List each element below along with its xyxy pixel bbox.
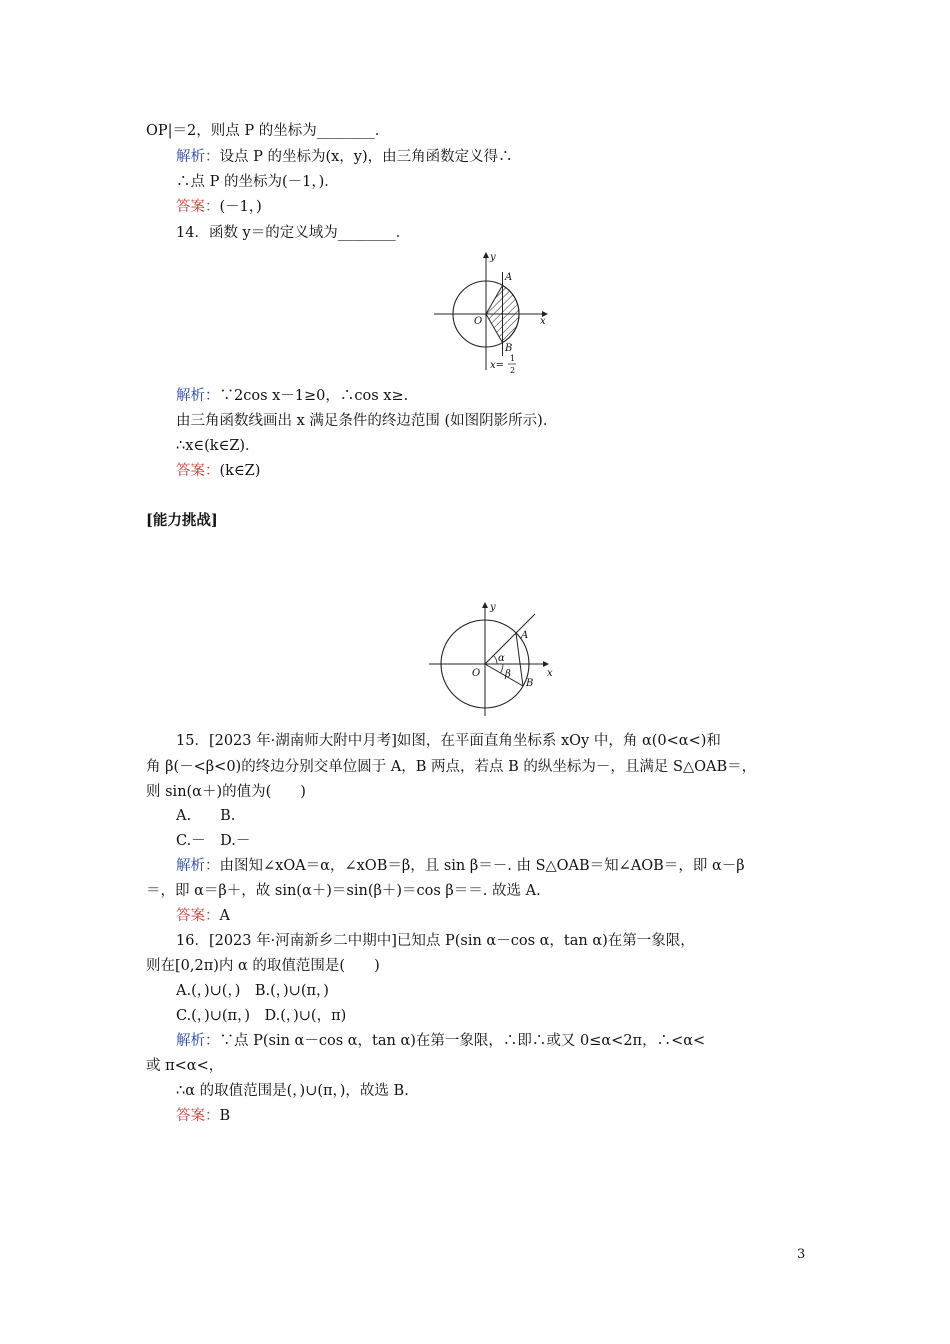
q15-options-2: C.－ D.－ (176, 833, 251, 849)
q15-analysis (176, 855, 745, 877)
q15-stem-1: 15．[2023 年·湖南师大附中月考]如图，在平面直角坐标系 xOy 中，角 α(0<α<)和 (176, 733, 721, 749)
q14-analysis-text-3: ∴x∈(k∈Z)． (176, 438, 260, 454)
q16-options-1: A.(，)∪(，) B.(，)∪(π，) (176, 983, 329, 999)
q13-answer-value: (－1，) (219, 199, 262, 215)
fig2-label-alpha: α (498, 653, 505, 664)
y-axis-arrow-icon (483, 252, 489, 258)
analysis-label: 解析： (176, 149, 220, 165)
section-title: [能力挑战] (146, 512, 218, 529)
q13-analysis-text-1: 设点 P 的坐标为(x，y)，由三角函数定义得∴ (219, 149, 513, 165)
fig1-label-y: y (490, 252, 496, 263)
q16-stem-1: 16．[2023 年·河南新乡二中期中]已知点 P(sin α－cos α，tan α)在第一象限， (176, 933, 695, 949)
fig2-label-beta: β (505, 669, 511, 680)
answer-label: 答案： (176, 1108, 220, 1124)
fig1-label-B: B (505, 343, 513, 354)
q16-options-2: C.(，)∪(π，) D.(，)∪(，π) (176, 1008, 347, 1024)
x-axis-arrow-icon (543, 661, 549, 667)
q14-answer (176, 460, 260, 482)
fig1-label-x: x (540, 316, 546, 327)
fig1-label-half-num: 1 (510, 354, 516, 363)
alpha-arc (494, 656, 498, 665)
fig2-label-A: A (521, 630, 529, 641)
y-axis-arrow-icon (482, 602, 488, 608)
q15-options-1: A. B. (176, 808, 236, 824)
fig1-label-A: A (505, 272, 513, 283)
analysis-label: 解析： (176, 1033, 220, 1049)
q16-analysis-text-3: ∴α 的取值范围是(，)∪(π，)，故选 B. (176, 1083, 409, 1099)
q13-analysis (176, 146, 513, 168)
q15-unit-circle-figure (425, 600, 565, 720)
q15-stem-3: 则 sin(α＋)的值为( ) (146, 784, 306, 800)
fig1-label-half-den: 2 (510, 366, 516, 375)
q16-analysis (176, 1030, 705, 1052)
q14-answer-value: (k∈Z) (219, 463, 261, 479)
q14-analysis-text-2: 由三角函数线画出 x 满足条件的终边范围 (如图阴影所示)． (176, 413, 558, 429)
q16-analysis-text-2: 或 π<α<， (146, 1058, 224, 1074)
q16-answer-value: B (219, 1108, 231, 1124)
fig2-label-y: y (490, 602, 496, 613)
q13-stem: OP|＝2，则点 P 的坐标为________． (146, 123, 390, 139)
beta-arc (501, 664, 504, 673)
q13-analysis-text-2: ∴点 P 的坐标为(－1，)． (176, 174, 339, 190)
fig1-label-xeq: x= (490, 360, 505, 371)
q16-analysis-text-1: ∵点 P(sin α－cos α，tan α)在第一象限，∴即∴或又 0≤α<2π，∴<α< (219, 1033, 706, 1049)
q14-analysis (176, 385, 408, 407)
q14-unit-circle-figure (430, 250, 560, 380)
fig2-label-x: x (547, 668, 553, 679)
answer-label: 答案： (176, 463, 220, 479)
fig2-label-O: O (472, 668, 481, 679)
q15-analysis-text-1: 由图知∠xOA＝α，∠xOB＝β，且 sin β＝－. 由 S△OAB＝知∠AOB＝，即 α－β (219, 858, 745, 874)
answer-label: 答案： (176, 199, 220, 215)
q15-analysis-text-2: ＝，即 α＝β＋，故 sin(α＋)＝sin(β＋)＝cos β＝＝. 故选 A. (146, 883, 541, 899)
q15-answer-value: A (219, 908, 230, 924)
q14-stem: 14．函数 y＝的定义域为________． (176, 225, 411, 241)
q15-answer (176, 905, 230, 927)
q14-analysis-text-1: ∵2cos x－1≥0，∴cos x≥. (219, 388, 409, 404)
ray-OB (485, 664, 523, 686)
q16-stem-2: 则在[0,2π)内 α 的取值范围是( ) (146, 958, 380, 974)
fig2-label-B: B (526, 678, 534, 689)
q16-answer (176, 1105, 230, 1127)
analysis-label: 解析： (176, 858, 220, 874)
q15-stem-2: 角 β(－<β<0)的终边分别交单位圆于 A，B 两点，若点 B 的纵坐标为－，且满足 S△OAB＝， (146, 759, 757, 775)
fig1-label-O: O (474, 316, 483, 327)
q13-answer (176, 196, 262, 218)
analysis-label: 解析： (176, 388, 220, 404)
answer-label: 答案： (176, 908, 220, 924)
page-number: 3 (797, 1247, 806, 1262)
